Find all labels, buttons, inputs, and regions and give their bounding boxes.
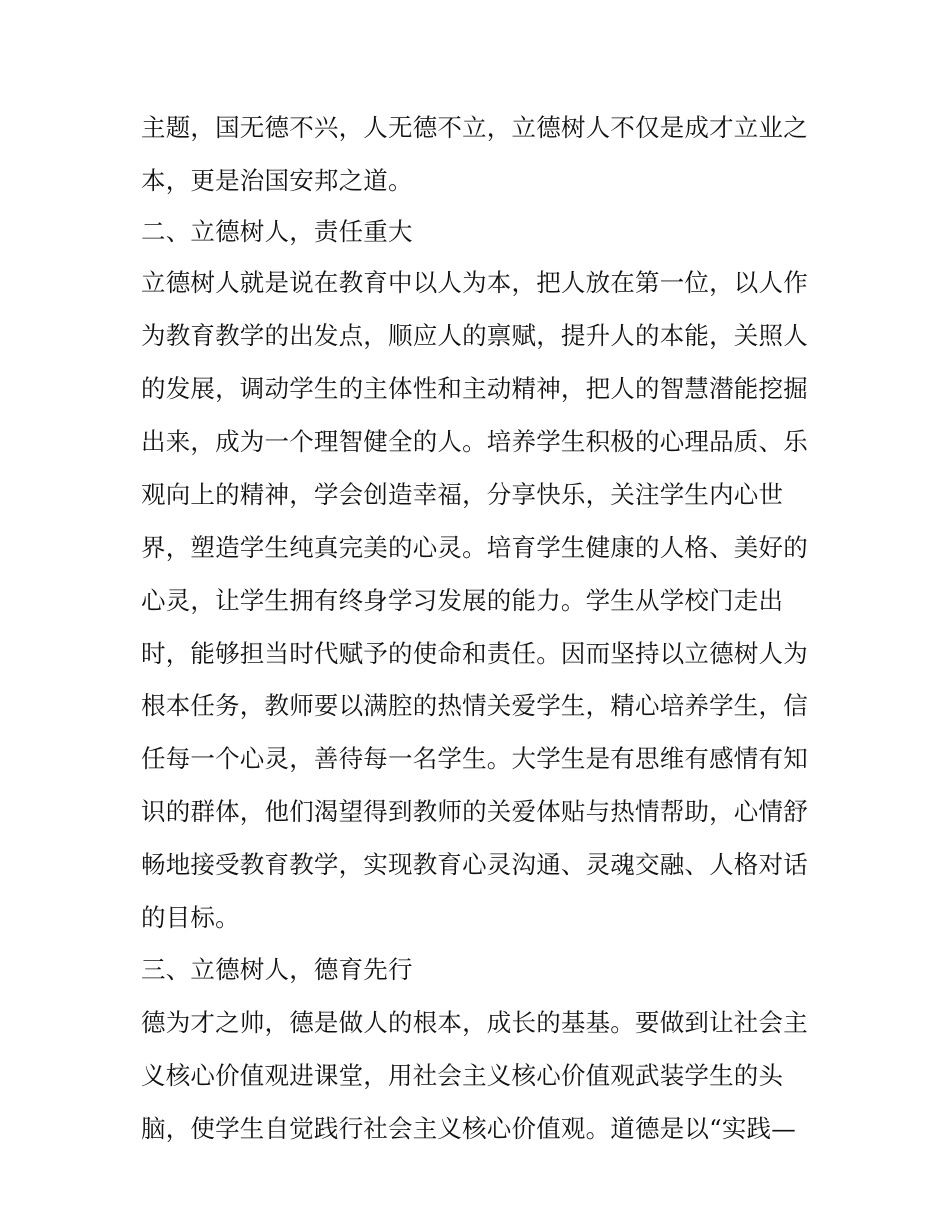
- text-line: 本，更是治国安邦之道。: [141, 166, 413, 195]
- text-line: 德为才之帅，德是做人的根本，成长的基基。要做到让社会主: [141, 1008, 808, 1037]
- text-line: 观向上的精神，学会创造幸福，分享快乐，关注学生内心世: [141, 480, 784, 509]
- text-line: 畅地接受教育教学，实现教育心灵沟通、灵魂交融、人格对话: [141, 850, 808, 879]
- text-line: 识的群体，他们渴望得到教师的关爱体贴与热情帮助，心情舒: [141, 797, 808, 826]
- text-line: 为教育教学的出发点，顺应人的禀赋，提升人的本能，关照人: [141, 321, 808, 350]
- section-heading: 三、立德树人，德育先行: [141, 955, 413, 984]
- section-heading: 二、立德树人，责任重大: [141, 217, 413, 246]
- text-line: 根本任务，教师要以满腔的热情关爱学生，精心培养学生，信: [141, 691, 808, 720]
- text-line: 任每一个心灵，善待每一名学生。大学生是有思维有感情有知: [141, 744, 808, 773]
- text-line: 主题，国无德不兴，人无德不立，立德树人不仅是成才立业之: [141, 113, 808, 142]
- text-line: 界，塑造学生纯真完美的心灵。培育学生健康的人格、美好的: [141, 533, 808, 562]
- text-line: 立德树人就是说在教育中以人为本，把人放在第一位，以人作: [141, 268, 808, 297]
- text-line: 的目标。: [141, 903, 240, 932]
- text-line: 的发展，调动学生的主体性和主动精神，把人的智慧潜能挖掘: [141, 374, 808, 403]
- text-line: 出来，成为一个理智健全的人。培养学生积极的心理品质、乐: [141, 427, 808, 456]
- text-line: 义核心价值观进课堂，用社会主义核心价值观武装学生的头: [141, 1061, 784, 1090]
- text-line: 心灵，让学生拥有终身学习发展的能力。学生从学校门走出: [141, 586, 784, 615]
- text-line: 时，能够担当时代赋予的使命和责任。因而坚持以立德树人为: [141, 639, 808, 668]
- text-line: 脑，使学生自觉践行社会主义核心价值观。道德是以“实践—: [141, 1114, 796, 1143]
